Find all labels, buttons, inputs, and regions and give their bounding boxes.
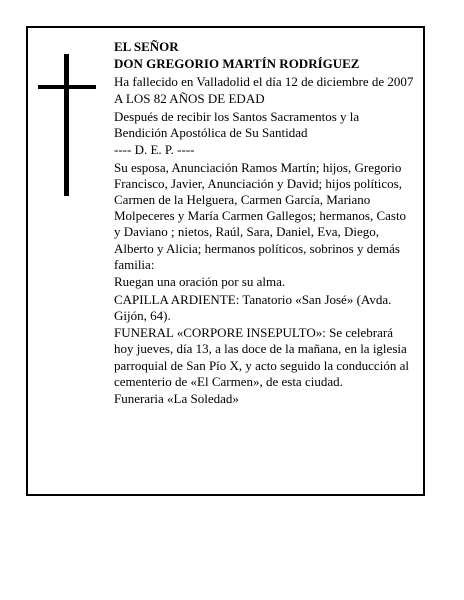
rip-line: ---- D. E. P. ---- [114,142,195,158]
age-at-death: A LOS 82 AÑOS DE EDAD [114,91,265,107]
obituary-text-block [114,39,414,409]
deceased-name: DON GREGORIO MARTÍN RODRÍGUEZ [114,56,360,72]
sacraments-text: Después de recibir los Santos Sacramentos y la Bendición Apostólica de Su Santidad [114,108,360,140]
prayer-request: Ruegan una oración por su alma. [114,274,286,290]
deceased-title: EL SEÑOR [114,39,179,54]
chapel-info: CAPILLA ARDIENTE: Tanatorio «San José» (Avda. Gijón, 64). [114,291,392,323]
cross-icon-crossbar [38,85,96,89]
cross-icon [64,54,69,196]
death-info: Ha fallecido en Valladolid el día 12 de diciembre de 2007 [114,73,414,89]
funeral-info: FUNERAL «CORPORE INSEPULTO»: Se celebrará hoy jueves, día 13, a las doce de la mañana, en la iglesia parroquial de San Pío X, y acto seguido la conducción al cementerio de «El Carmen», de esta ciudad. [114,325,409,389]
family-list: Su esposa, Anunciación Ramos Martín; hijos, Gregorio Francisco, Javier, Anunciación y David; hijos políticos, Carmen de la Helguera, Carmen García, Mariano Molpeceres y María Carmen Gallegos; hermanos, Casto y Daviano ; nietos, Raúl, Sara, Daniel, Eva, Diego, Alberto y Alicia; hermanos políticos, sobrinos y demás familia: [114,159,407,272]
funeral-home: Funeraria «La Soledad» [114,391,239,407]
